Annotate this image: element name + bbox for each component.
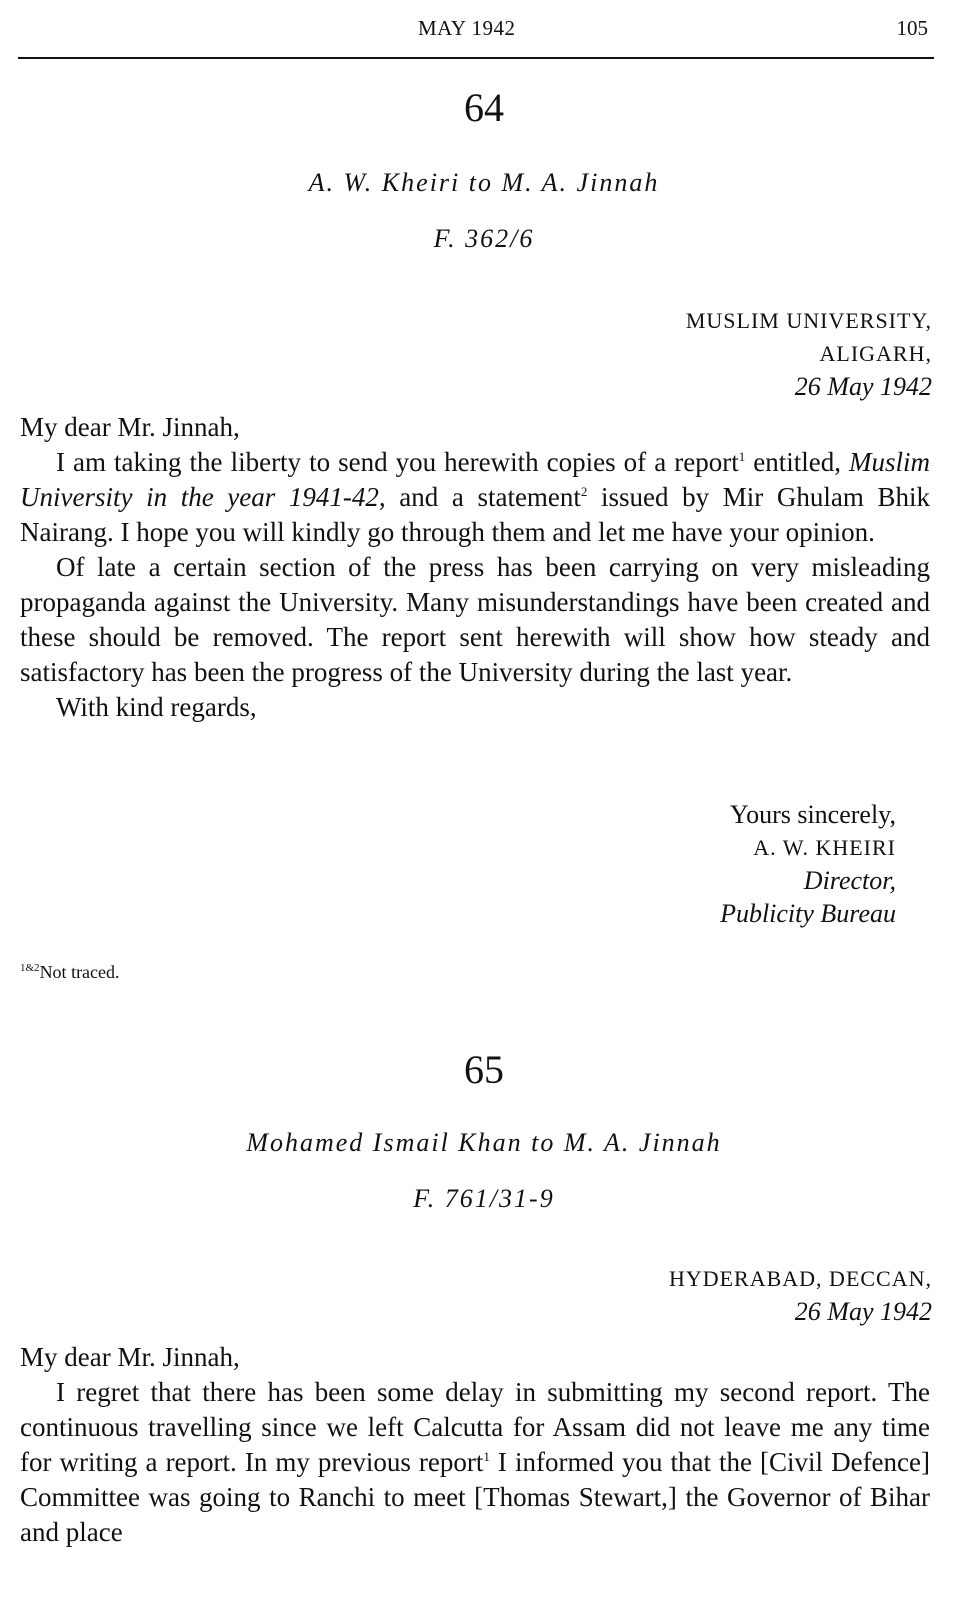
document-number: 65 [464,1047,504,1092]
footnote-ref: 1 [738,449,746,464]
closing: With kind regards, [56,692,257,722]
signoff: Yours sincerely, [729,800,896,829]
salutation: My dear Mr. Jinnah, [20,1342,240,1372]
letter-body [20,1340,930,1550]
address-line: MUSLIM UNIVERSITY, [685,308,932,333]
letter-date: 26 May 1942 [794,372,932,401]
letter-date: 26 May 1942 [794,1297,932,1326]
report-title: Muslim University in the year 1941-42, [20,447,930,512]
footnote-marker: 1&2 [20,962,40,974]
body-paragraph: I regret that there has been some delay in submitting my second report. The continuous travelling since we left Calcutta for Assam did not leave me any time for writing a report. In my previous report$^1$ I informed you that the [Civil Defence] Committee was going to Ranchi to meet [Thomas Stewart,] the Governor of Bihar and place [20,1377,931,1547]
body-paragraph: Of late a certain section of the press has been carrying on very misleading propaganda against the University. Many misunderstandings have been created and these should be removed. The report sent herewith will show how steady and satisfactory has been the progress of the University during the last year. [20,552,930,687]
signature-block [720,798,896,930]
address-line: HYDERABAD, DECCAN, [668,1266,932,1291]
letter-body [20,410,930,725]
body-paragraph: I am taking the liberty to send you herewith copies of a report$^1$ entitled, Muslim University in the year 1941-42, and a statement$^2$ issued by Mir Ghulam Bhik Nairang. I hope you will kindly go through them and let me have your opinion. [20,447,930,547]
document-number: 64 [464,85,504,130]
running-head [0,16,968,46]
running-head-title: MAY 1942 [418,16,516,40]
footnote-ref: 2 [580,484,588,499]
address-line: ALIGARH, [819,341,932,366]
signer-office: Publicity Bureau [720,899,896,928]
file-reference: F. 761/31-9 [413,1184,555,1213]
letter-heading: A. W. Kheiri to M. A. Jinnah [308,168,660,197]
file-reference: F. 362/6 [433,224,535,253]
sender-address [686,304,932,403]
sender-address [669,1262,932,1328]
footnote-text: Not traced. [39,962,120,982]
page-number: 105 [896,16,928,40]
footnote-ref: 1 [483,1449,490,1464]
header-rule [18,57,934,59]
footnote [20,962,120,983]
signer-name: A. W. KHEIRI [753,835,896,860]
signer-designation: Director, [803,866,896,895]
salutation: My dear Mr. Jinnah, [20,412,240,442]
letter-heading: Mohamed Ismail Khan to M. A. Jinnah [246,1128,722,1157]
